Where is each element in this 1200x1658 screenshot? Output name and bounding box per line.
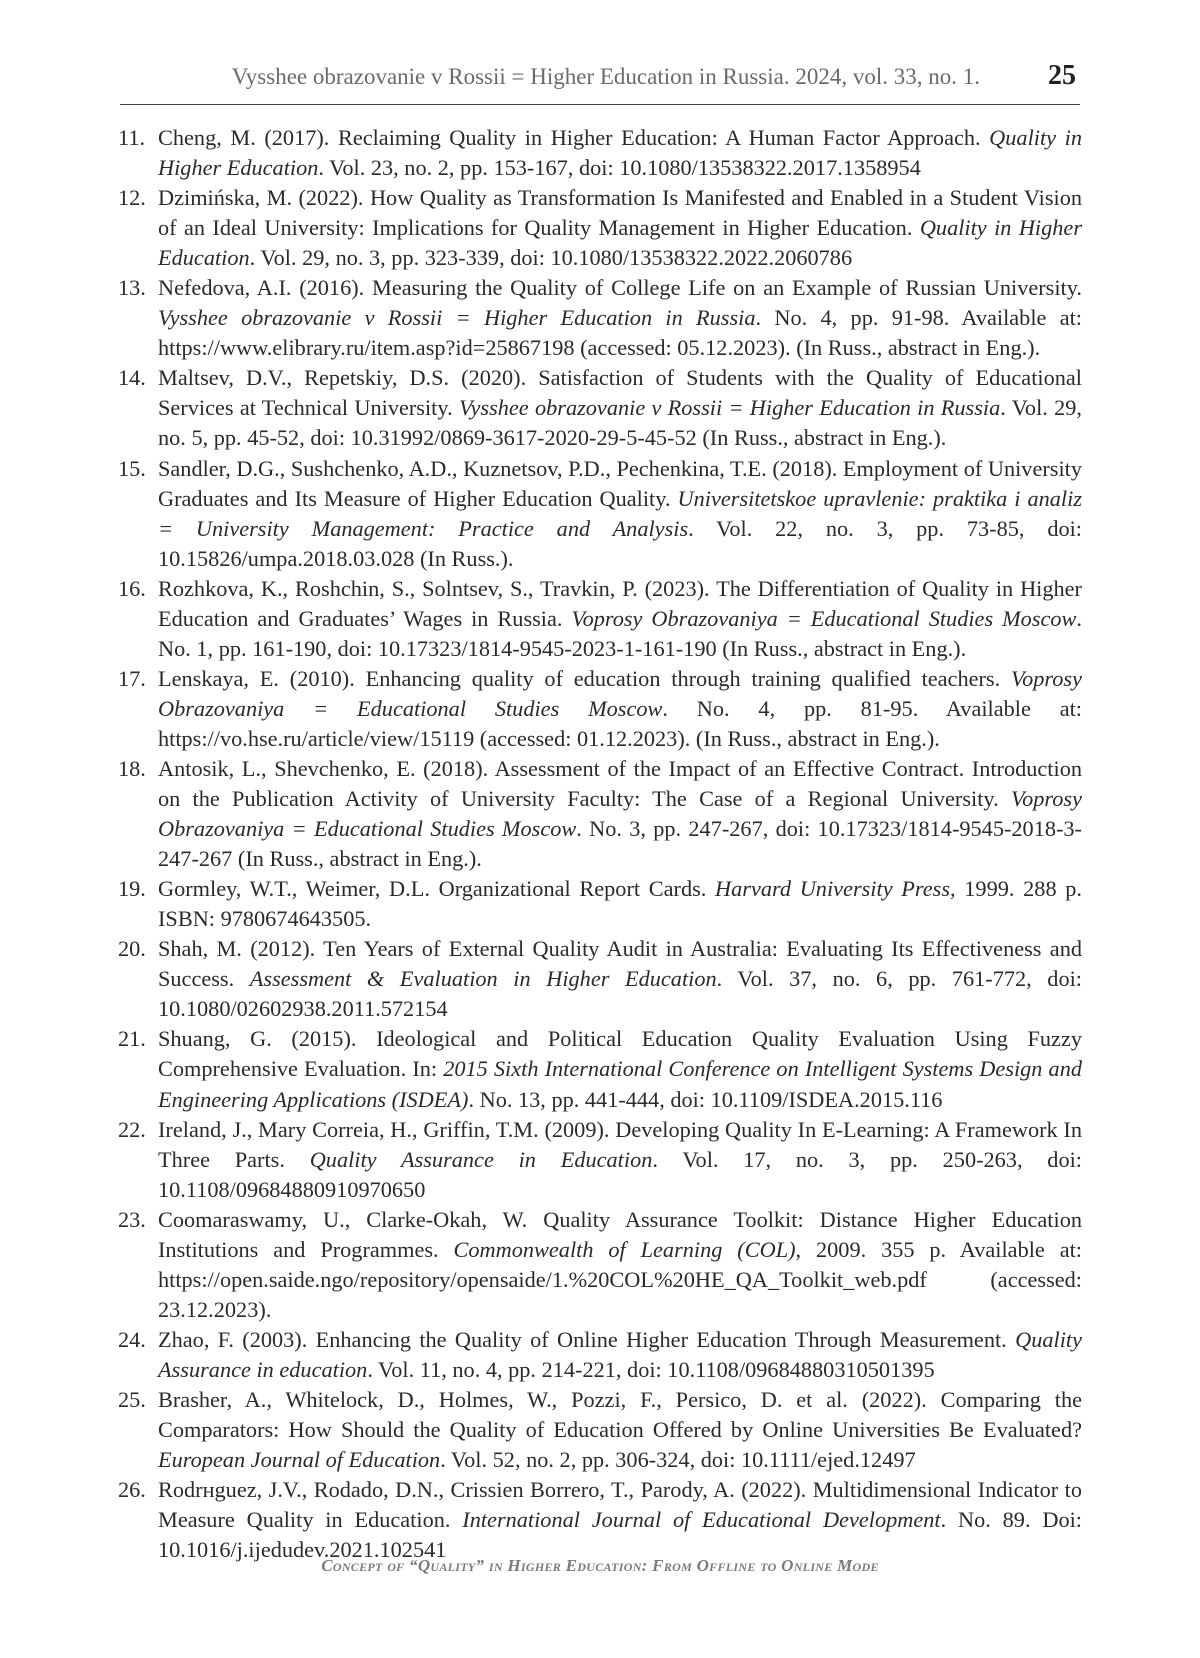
reference-text: [158, 936, 1082, 1021]
reference-item: [118, 1024, 1082, 1114]
reference-item: [118, 123, 1082, 183]
reference-source-title: Quality in Higher Education: [158, 215, 1082, 271]
reference-text-segment: . No. 89. Doi: 10.1016/j.ijedudev.2021.102541: [158, 1507, 1082, 1563]
reference-text-segment: Sandler, D.G., Sushchenko, A.D., Kuznetsov, P.D., Pechenkina, T.E. (2018). Employment of University Graduates and Its Measure of Higher Education Quality.: [158, 455, 1082, 511]
reference-text: [158, 576, 1082, 661]
reference-text-segment: Cheng, M. (2017). Reclaiming Quality in Higher Education: A Human Factor Approach.: [158, 125, 990, 150]
reference-text-segment: , 1999. 288 p. ISBN: 9780674643505.: [158, 876, 1083, 932]
reference-list: [118, 123, 1082, 1565]
reference-source-title: Vysshee obrazovanie v Rossii = Higher Education in Russia: [158, 305, 756, 331]
page-number: 25: [1048, 60, 1076, 91]
reference-item: [118, 574, 1082, 664]
reference-text: [158, 365, 1082, 450]
reference-text-segment: . Vol. 22, no. 3, pp. 73-85, doi: 10.15826/umpa.2018.03.028 (In Russ.).: [158, 515, 1082, 571]
reference-text: [158, 1207, 1082, 1322]
reference-text: [158, 666, 1082, 751]
reference-item: [118, 934, 1082, 1024]
reference-source-title: Universitetskoe upravlenie: praktika i analiz = University Management: Practice and Analysis: [158, 485, 1083, 541]
reference-source-title: Commonwealth of Learning (COL): [453, 1236, 796, 1262]
reference-text-segment: Zhao, F. (2003). Enhancing the Quality of Online Higher Education Through Measurement.: [158, 1326, 1016, 1352]
reference-text-segment: . Vol. 29, no. 3, pp. 323-339, doi: 10.1080/13538322.2022.2060786: [249, 245, 853, 271]
reference-text-segment: Ireland, J., Mary Correia, H., Griffin, T.M. (2009). Developing Quality In E-Learning: A Framework In Three Parts.: [158, 1116, 1082, 1172]
reference-item: [118, 363, 1082, 453]
reference-text-segment: Dzimińska, M. (2022). How Quality as Transformation Is Manifested and Enabled in a Student Vision of an Ideal University: Implications for Quality Management in Higher Education.: [158, 185, 1082, 241]
reference-text-segment: Shuang, G. (2015). Ideological and Political Education Quality Evaluation Using Fuzzy Comprehensive Evaluation. In:: [158, 1026, 1082, 1082]
reference-text-segment: . Vol. 37, no. 6, pp. 761-772, doi: 10.1080/02602938.2011.572154: [158, 966, 1082, 1022]
reference-source-title: Quality in Higher Education: [158, 125, 1082, 181]
reference-text-segment: . No. 1, pp. 161-190, doi: 10.17323/1814-9545-2023-1-161-190 (In Russ., abstract in Eng.).: [158, 605, 1082, 661]
reference-text: [158, 1327, 1082, 1382]
reference-text: [158, 756, 1082, 871]
reference-number: 20.: [118, 936, 146, 962]
reference-number: 21.: [118, 1026, 146, 1052]
reference-number: 15.: [118, 455, 146, 481]
reference-text-segment: Nefedova, A.I. (2016). Measuring the Quality of College Life on an Example of Russian University.: [158, 275, 1082, 301]
reference-text-segment: . Vol. 17, no. 3, pp. 250-263, doi: 10.1108/09684880910970650: [158, 1146, 1082, 1202]
reference-number: 14.: [118, 365, 146, 391]
reference-text: [158, 876, 1082, 931]
reference-number: 11.: [118, 125, 146, 150]
reference-item: [118, 1115, 1082, 1205]
reference-source-title: International Journal of Educational Development: [462, 1507, 941, 1533]
journal-running-title: Vysshee obrazovanie v Rossii = Higher Education in Russia. 2024, vol. 33, no. 1.: [231, 64, 980, 89]
reference-text-segment: Maltsev, D.V., Repetskiy, D.S. (2020). Satisfaction of Students with the Quality of Educational Services at Technical University.: [158, 365, 1082, 421]
reference-source-title: Assessment & Evaluation in Higher Education: [249, 966, 717, 992]
reference-text-segment: Brasher, A., Whitelock, D., Holmes, W., Pozzi, F., Persico, D. et al. (2022). Comparing the Comparators: How Should the Quality of Education Offered by Online Universities Be Evaluated?: [158, 1386, 1082, 1443]
reference-text-segment: Lenskaya, E. (2010). Enhancing quality of education through training qualified teachers.: [158, 665, 1011, 691]
reference-source-title: Voprosy Obrazovaniya = Educational Studies Moscow: [158, 786, 1082, 842]
reference-text-segment: . Vol. 52, no. 2, pp. 306-324, doi: 10.1111/ejed.12497: [440, 1447, 916, 1473]
reference-number: 26.: [118, 1477, 146, 1503]
reference-text: [158, 1117, 1082, 1202]
reference-item: [118, 1385, 1082, 1475]
reference-item: [118, 1205, 1082, 1325]
reference-text-segment: Coomaraswamy, U., Clarke-Okah, W. Quality Assurance Toolkit: Distance Higher Education Institutions and Programmes.: [158, 1206, 1082, 1262]
page-header: [120, 60, 1080, 105]
reference-text-segment: . Vol. 23, no. 2, pp. 153-167, doi: 10.1080/13538322.2017.1358954: [318, 155, 921, 181]
reference-item: [118, 874, 1082, 934]
reference-text: [158, 1387, 1082, 1472]
reference-number: 22.: [118, 1116, 146, 1142]
reference-text-segment: , 2009. 355 p. Available at: https://open.saide.ngo/repository/opensaide/1.%20COL%20HE_QA_Toolkit_web.pdf (accessed: 23.12.2023).: [158, 1236, 1083, 1322]
reference-item: [118, 664, 1082, 754]
reference-text-segment: . No. 4, pp. 91-98. Available at: https://www.elibrary.ru/item.asp?id=25867198 (accessed: 05.12.2023). (In Russ., abstract in Eng.).: [158, 305, 1082, 361]
reference-text-segment: . No. 3, pp. 247-267, doi: 10.17323/1814-9545-2018-3-247-267 (In Russ., abstract in Eng.).: [158, 816, 1082, 872]
reference-text: [158, 1026, 1082, 1111]
reference-number: 19.: [118, 876, 146, 902]
reference-source-title: 2015 Sixth International Conference on Intelligent Systems Design and Engineering Applications (ISDEA): [158, 1056, 1082, 1112]
reference-text: [158, 275, 1082, 360]
reference-text-segment: Rodrнguez, J.V., Rodado, D.N., Crissien Borrero, T., Parody, A. (2022). Multidimensional Indicator to Measure Quality in Education.: [158, 1477, 1082, 1533]
reference-text: [158, 456, 1082, 571]
reference-number: 25.: [118, 1386, 146, 1412]
reference-source-title: Harvard University Press: [715, 876, 951, 902]
reference-number: 18.: [118, 755, 146, 781]
article-running-footer: Concept of “Quality” in Higher Education: From Offline to Online Mode: [321, 1556, 879, 1575]
reference-text: [158, 1477, 1082, 1562]
reference-source-title: European Journal of Education: [158, 1447, 441, 1473]
reference-item: [118, 183, 1082, 273]
reference-item: [118, 754, 1082, 874]
reference-number: 24.: [118, 1326, 146, 1352]
reference-text-segment: Antosik, L., Shevchenko, E. (2018). Assessment of the Impact of an Effective Contract. Introduction on the Publication Activity of University Faculty: The Case of a Regional University.: [158, 755, 1082, 812]
reference-text-segment: Gormley, W.T., Weimer, D.L. Organizational Report Cards.: [158, 876, 716, 902]
reference-text-segment: Shah, M. (2012). Ten Years of External Quality Audit in Australia: Evaluating Its Effectiveness and Success.: [158, 936, 1082, 992]
reference-text-segment: . Vol. 11, no. 4, pp. 214-221, doi: 10.1108/09684880310501395: [367, 1356, 935, 1382]
reference-text: [158, 185, 1082, 270]
reference-number: 16.: [118, 575, 146, 601]
reference-item: [118, 454, 1082, 574]
reference-text: [158, 125, 1082, 180]
reference-item: [118, 273, 1082, 363]
reference-source-title: Voprosy Obrazovaniya = Educational Studies Moscow: [571, 605, 1077, 631]
reference-source-title: Voprosy Obrazovaniya = Educational Studies Moscow: [158, 665, 1082, 721]
reference-number: 17.: [118, 665, 146, 691]
reference-number: 13.: [118, 275, 146, 301]
reference-number: 12.: [118, 185, 146, 211]
reference-source-title: Quality Assurance in Education: [309, 1146, 653, 1172]
reference-item: [118, 1475, 1082, 1565]
reference-text-segment: . No. 4, pp. 81-95. Available at: https://vo.hse.ru/article/view/15119 (accessed: 01.12.2023). (In Russ., abstract in Eng.).: [158, 695, 1082, 751]
reference-source-title: Vysshee obrazovanie v Rossii = Higher Education in Russia: [458, 395, 1001, 421]
reference-source-title: Quality Assurance in education: [158, 1326, 1082, 1382]
reference-number: 23.: [118, 1206, 146, 1232]
reference-text-segment: . Vol. 29, no. 5, pp. 45-52, doi: 10.31992/0869-3617-2020-29-5-45-52 (In Russ., abstract in Eng.).: [158, 395, 1082, 451]
reference-text-segment: Rozhkova, K., Roshchin, S., Solntsev, S., Travkin, P. (2023). The Differentiation of Quality in Higher Education and Graduates’ Wages in Russia.: [158, 575, 1082, 631]
reference-text-segment: . No. 13, pp. 441-444, doi: 10.1109/ISDEA.2015.116: [468, 1086, 943, 1112]
reference-item: [118, 1325, 1082, 1385]
